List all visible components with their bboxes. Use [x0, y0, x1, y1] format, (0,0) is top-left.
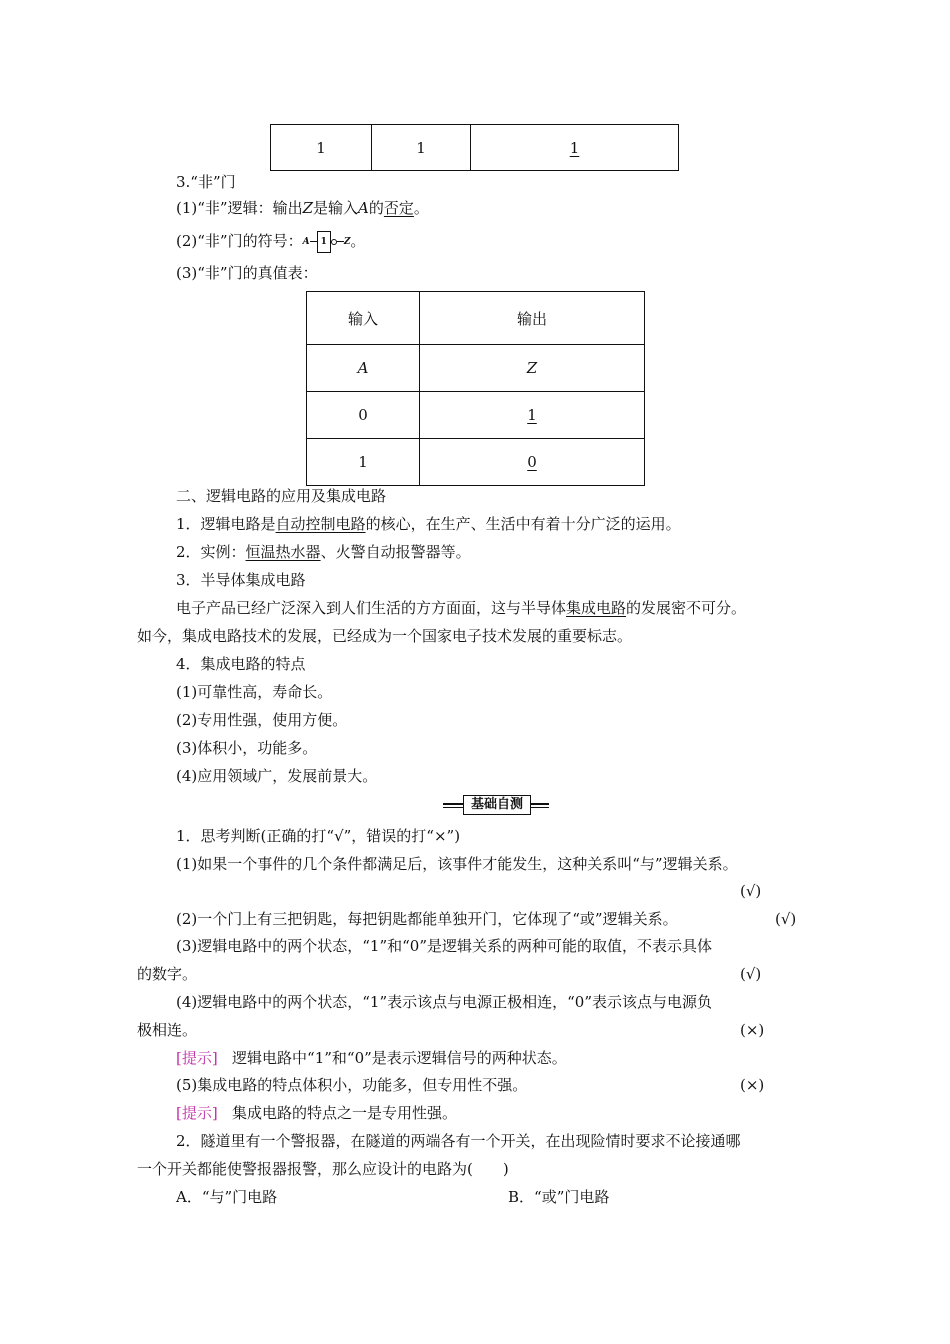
truth-table-caption: (3)“非”门的真值表： [176, 264, 318, 282]
judgement-answer: (×) [740, 1076, 765, 1094]
table-cell: A [307, 345, 420, 392]
feature-item: (1)可靠性高，寿命长。 [176, 683, 333, 701]
list-item: 4．集成电路的特点 [176, 655, 306, 673]
hint-label: [提示] [176, 1049, 218, 1067]
table-cell: 1 [372, 125, 471, 171]
table-row [307, 345, 645, 392]
text: 、火警自动报警器等。 [320, 543, 471, 561]
and-gate-truth-table-fragment [270, 124, 679, 171]
table-cell: Z [420, 345, 645, 392]
text: 是输入 [313, 199, 359, 217]
judgement-answer: (√) [740, 882, 762, 900]
answer-blank: 集成电路 [566, 599, 627, 617]
judgement-item: (5)集成电路的特点体积小，功能多，但专用性不强。 [176, 1076, 528, 1094]
list-item [176, 514, 681, 534]
question-text: 一个开关都能使警报器报警，那么应设计的电路为( ) [137, 1160, 509, 1178]
list-item [176, 542, 471, 562]
not-logic-definition [176, 198, 429, 218]
text: (2)“非”门的符号： [176, 232, 303, 250]
judgement-item: (1)如果一个事件的几个条件都满足后，该事件才能发生，这种关系叫“与”逻辑关系。 [176, 855, 738, 873]
not-gate-symbol-line [176, 231, 365, 253]
judgement-item: (2)一个门上有三把钥匙，每把钥匙都能单独开门，它体现了“或”逻辑关系。 [176, 910, 678, 928]
answer-blank: 自动控制电路 [275, 515, 366, 533]
symbol-box: 1 [317, 231, 331, 253]
paragraph [176, 598, 746, 618]
hint-label: [提示] [176, 1104, 218, 1122]
table-row [307, 392, 645, 439]
judgement-answer: (√) [740, 965, 762, 983]
table-row [307, 292, 645, 345]
section-heading: 3.“非”门 [176, 173, 236, 191]
feature-item: (2)专用性强，使用方便。 [176, 711, 348, 729]
text: (1)“非”逻辑：输出 [176, 199, 303, 217]
not-gate-symbol-icon [303, 231, 351, 253]
table-cell: 0 [307, 392, 420, 439]
text: 的核心，在生产、生活中有着十分广泛的运用。 [365, 515, 681, 533]
text: 。 [413, 199, 429, 217]
banner-label: 基础自测 [463, 795, 531, 815]
option-b: B．“或”门电路 [508, 1188, 610, 1206]
paragraph: 如今，集成电路技术的发展，已经成为一个国家电子技术发展的重要标志。 [137, 627, 633, 645]
table-row [271, 125, 679, 171]
symbol-output: Z [343, 237, 351, 247]
answer-blank: 否定 [383, 199, 414, 217]
text: 电子产品已经广泛深入到人们生活的方方面面，这与半导体 [176, 599, 567, 617]
table-header: 输出 [420, 292, 645, 345]
judgement-item: (4)逻辑电路中的两个状态，“1”表示该点与电源正极相连，“0”表示该点与电源负 [176, 993, 713, 1011]
judgement-answer: (×) [740, 1021, 765, 1039]
table-cell: 1 [271, 125, 372, 171]
table-header: 输入 [307, 292, 420, 345]
hint-line [176, 1103, 457, 1123]
section-heading: 二、逻辑电路的应用及集成电路 [176, 487, 387, 505]
feature-item: (4)应用领域广，发展前景大。 [176, 767, 378, 785]
text: 。 [350, 232, 366, 250]
hint-text: 逻辑电路中“1”和“0”是表示逻辑信号的两种状态。 [232, 1049, 567, 1067]
option-a: A．“与”门电路 [176, 1188, 278, 1206]
hint-text: 集成电路的特点之一是专用性强。 [232, 1104, 458, 1122]
text: 2．实例： [176, 543, 246, 561]
question-title: 1．思考判断(正确的打“√”，错误的打“×”) [176, 827, 461, 845]
hint-line [176, 1048, 567, 1068]
not-gate-truth-table [306, 291, 645, 486]
list-item: 3．半导体集成电路 [176, 571, 306, 589]
self-test-banner [443, 795, 549, 815]
feature-item: (3)体积小，功能多。 [176, 739, 318, 757]
answer-blank: 恒温热水器 [245, 543, 321, 561]
answer-blank: 1 [569, 138, 580, 157]
text: 1．逻辑电路是 [176, 515, 276, 533]
judgement-item: 的数字。 [137, 965, 198, 983]
table-cell [420, 439, 645, 486]
symbol-input: A [302, 237, 310, 247]
table-cell [420, 392, 645, 439]
var-z: Z [302, 199, 314, 217]
var-a: A [358, 199, 369, 217]
judgement-item: (3)逻辑电路中的两个状态，“1”和“0”是逻辑关系的两种可能的取值，不表示具体 [176, 937, 713, 955]
answer-blank: 0 [527, 453, 537, 471]
table-cell [471, 125, 679, 171]
judgement-item: 极相连。 [137, 1021, 198, 1039]
table-row [307, 439, 645, 486]
judgement-answer: (√) [775, 910, 797, 928]
table-cell: 1 [307, 439, 420, 486]
text: 的发展密不可分。 [626, 599, 747, 617]
question-text: 2．隧道里有一个警报器，在隧道的两端各有一个开关，在出现险情时要求不论接通哪 [176, 1132, 741, 1150]
answer-blank: 1 [527, 406, 537, 424]
text: 的 [368, 199, 384, 217]
